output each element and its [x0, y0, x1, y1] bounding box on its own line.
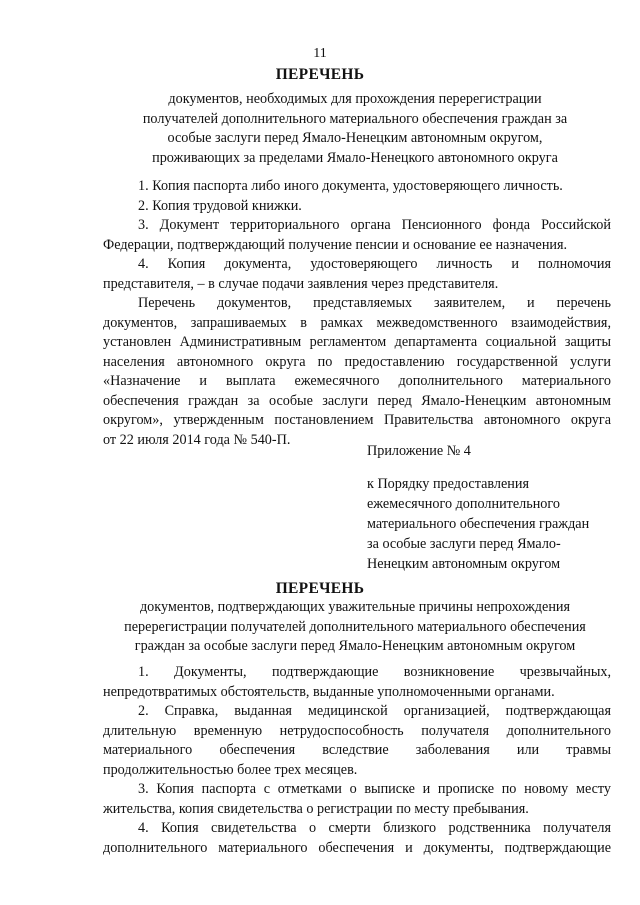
section1-item: 2. Копия трудовой книжки. — [138, 197, 302, 214]
appendix-line: материального обеспечения граждан — [367, 516, 590, 532]
section1-paragraph-line: Перечень документов, представляемых заявителем, и перечень — [138, 295, 611, 311]
section2-item-cont: материального обеспечения вследствие заболевания или травмы — [103, 742, 611, 758]
section1-subtitle-line: особые заслуги перед Ямало-Ненецким автономным округом, — [167, 130, 543, 146]
section1-paragraph-line: документов, запрашиваемых в рамках межведомственного взаимодействия, — [103, 314, 611, 331]
appendix-line: за особые заслуги перед Ямало- — [367, 536, 561, 552]
section2-subtitle-line: перерегистрации получателей дополнительного материального обеспечения — [124, 618, 586, 635]
section2-item: 3. Копия паспорта с отметками о выписке и прописке по новому месту — [138, 781, 611, 797]
section2-item-cont: дополнительного материального обеспечения и документы, подтверждающие — [103, 839, 611, 856]
section2-body — [103, 663, 611, 858]
section1-item: 1. Копия паспорта либо иного документа, удостоверяющего личность. — [138, 178, 563, 194]
section2-item-cont: жительства, копия свидетельства о регистрации по месту пребывания. — [103, 800, 529, 817]
section2-subtitle — [100, 598, 610, 657]
section1-item-cont: представителя, – в случае подачи заявления через представителя. — [103, 275, 499, 292]
section1-item: 4. Копия документа, удостоверяющего личность и полномочия — [138, 256, 611, 272]
section2-subtitle-line: документов, подтверждающих уважительные причины непрохождения — [139, 599, 571, 615]
section1-subtitle-line: получателей дополнительного материального обеспечения граждан за — [142, 110, 568, 127]
section2-subtitle-line: граждан за особые заслуги перед Ямало-Ненецким автономным округом — [134, 638, 576, 654]
appendix-block — [367, 474, 617, 574]
section1-body — [103, 177, 611, 450]
section2-item-cont: непредотвратимых обстоятельств, выданные уполномоченными органами. — [103, 683, 555, 700]
section2-item: 1. Документы, подтверждающие возникновение чрезвычайных, — [138, 664, 611, 680]
appendix-line: к Порядку предоставления — [367, 476, 529, 492]
section1-title: ПЕРЕЧЕНЬ — [275, 66, 365, 83]
section1-subtitle-line: документов, необходимых для прохождения перерегистрации — [168, 91, 542, 107]
section2-item: 4. Копия свидетельства о смерти близкого родственника получателя — [138, 820, 611, 836]
section1-subtitle — [100, 90, 610, 168]
section1-paragraph-line: населения автономного округа по предоставлению государственной услуги — [103, 353, 611, 370]
section2-item-cont: продолжительностью более трех месяцев. — [103, 761, 358, 778]
appendix-line: ежемесячного дополнительного — [367, 496, 560, 512]
section1-paragraph-line: от 22 июля 2014 года № 540-П. — [103, 431, 291, 448]
page-number: 11 — [313, 46, 327, 61]
section1-item: 3. Документ территориального органа Пенсионного фонда Российской — [138, 217, 611, 233]
section2-item: 2. Справка, выданная медицинской организацией, подтверждающая — [138, 703, 611, 719]
section1-subtitle-line: проживающих за пределами Ямало-Ненецкого автономного округа — [152, 149, 558, 166]
section1-paragraph-line: «Назначение и выплата ежемесячного дополнительного материального — [103, 373, 611, 389]
section1-paragraph-line: установлен Административным регламентом департамента социальной защиты — [103, 334, 611, 350]
appendix-title: Приложение № 4 — [367, 443, 471, 459]
section2-item-cont: длительную временную нетрудоспособность получателя дополнительного — [103, 722, 611, 739]
section1-item-cont: Федерации, подтверждающий получение пенсии и основание ее назначения. — [103, 236, 568, 253]
section1-paragraph-line: обеспечения граждан за особые заслуги перед Ямало-Ненецким автономным — [103, 392, 611, 409]
section1-paragraph-line: округом», утвержденным постановлением Правительства автономного округа — [103, 412, 611, 428]
section2-title: ПЕРЕЧЕНЬ — [275, 580, 365, 597]
appendix-line: Ненецким автономным округом — [367, 556, 561, 572]
